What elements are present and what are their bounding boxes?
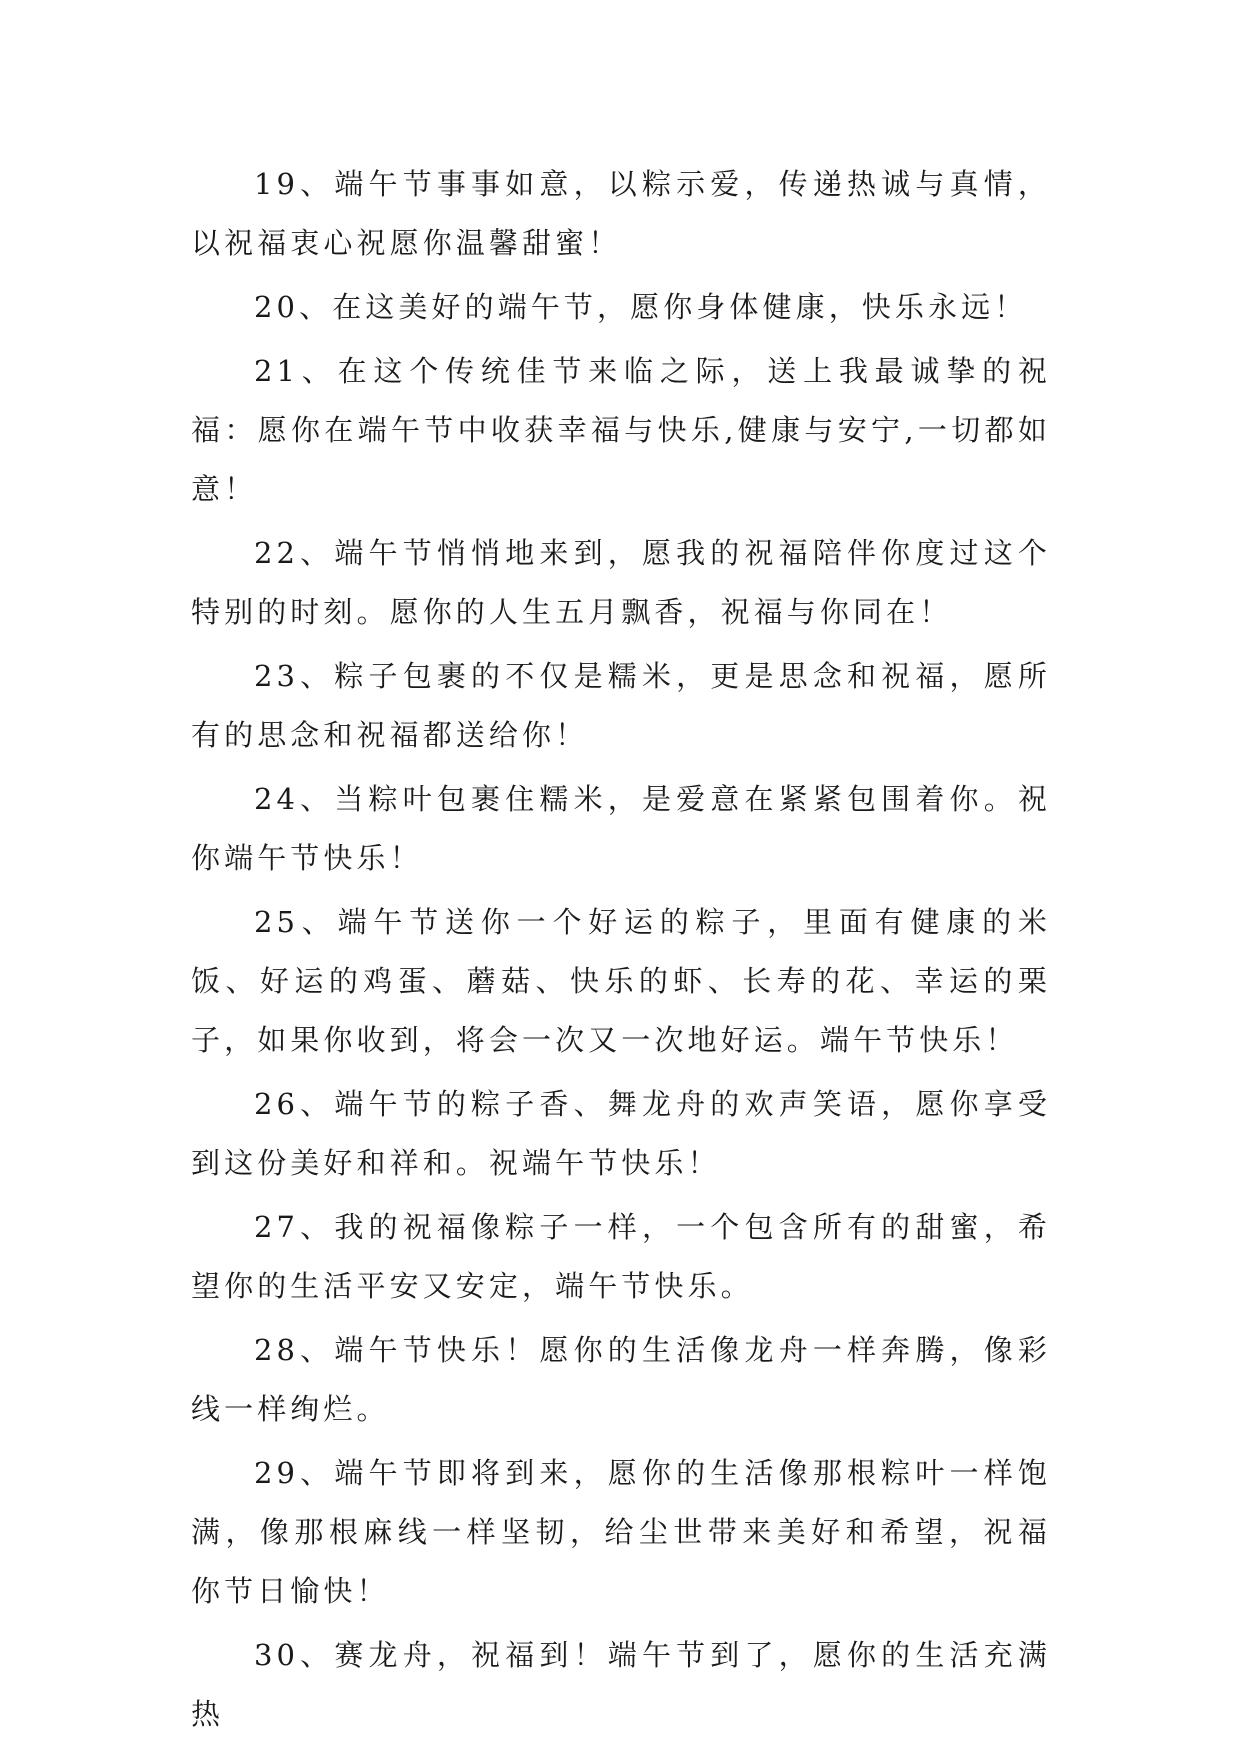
document-body bbox=[191, 155, 1051, 1749]
paragraph-22: 22、端午节悄悄地来到，愿我的祝福陪伴你度过这个特别的时刻。愿你的人生五月飘香，祝福与你同在！ bbox=[191, 536, 1051, 629]
paragraph-24: 24、当粽叶包裹住糯米，是爱意在紧紧包围着你。祝你端午节快乐！ bbox=[191, 782, 1051, 875]
paragraph-19: 19、端午节事事如意，以粽示爱，传递热诚与真情，以祝福衷心祝愿你温馨甜蜜！ bbox=[191, 167, 1051, 260]
paragraph-20: 20、在这美好的端午节，愿你身体健康，快乐永远！ bbox=[254, 290, 1028, 324]
paragraph-21: 21、在这个传统佳节来临之际，送上我最诚挚的祝福：愿你在端午节中收获幸福与快乐,健康与安宁,一切都如意！ bbox=[191, 354, 1051, 506]
paragraph-26: 26、端午节的粽子香、舞龙舟的欢声笑语，愿你享受到这份美好和祥和。祝端午节快乐！ bbox=[191, 1087, 1051, 1180]
paragraph-27: 27、我的祝福像粽子一样，一个包含所有的甜蜜，希望你的生活平安又安定，端午节快乐。 bbox=[191, 1210, 1051, 1303]
paragraph-28: 28、端午节快乐！愿你的生活像龙舟一样奔腾，像彩线一样绚烂。 bbox=[191, 1333, 1051, 1426]
paragraph-23: 23、粽子包裹的不仅是糯米，更是思念和祝福，愿所有的思念和祝福都送给你！ bbox=[191, 659, 1051, 752]
paragraph-25: 25、端午节送你一个好运的粽子，里面有健康的米饭、好运的鸡蛋、蘑菇、快乐的虾、长寿的花、幸运的栗子，如果你收到，将会一次又一次地好运。端午节快乐！ bbox=[191, 905, 1051, 1057]
paragraph-29: 29、端午节即将到来，愿你的生活像那根粽叶一样饱满，像那根麻线一样坚韧，给尘世带来美好和希望，祝福你节日愉快！ bbox=[191, 1456, 1051, 1608]
paragraph-30: 30、赛龙舟，祝福到！端午节到了，愿你的生活充满热 bbox=[191, 1638, 1051, 1731]
